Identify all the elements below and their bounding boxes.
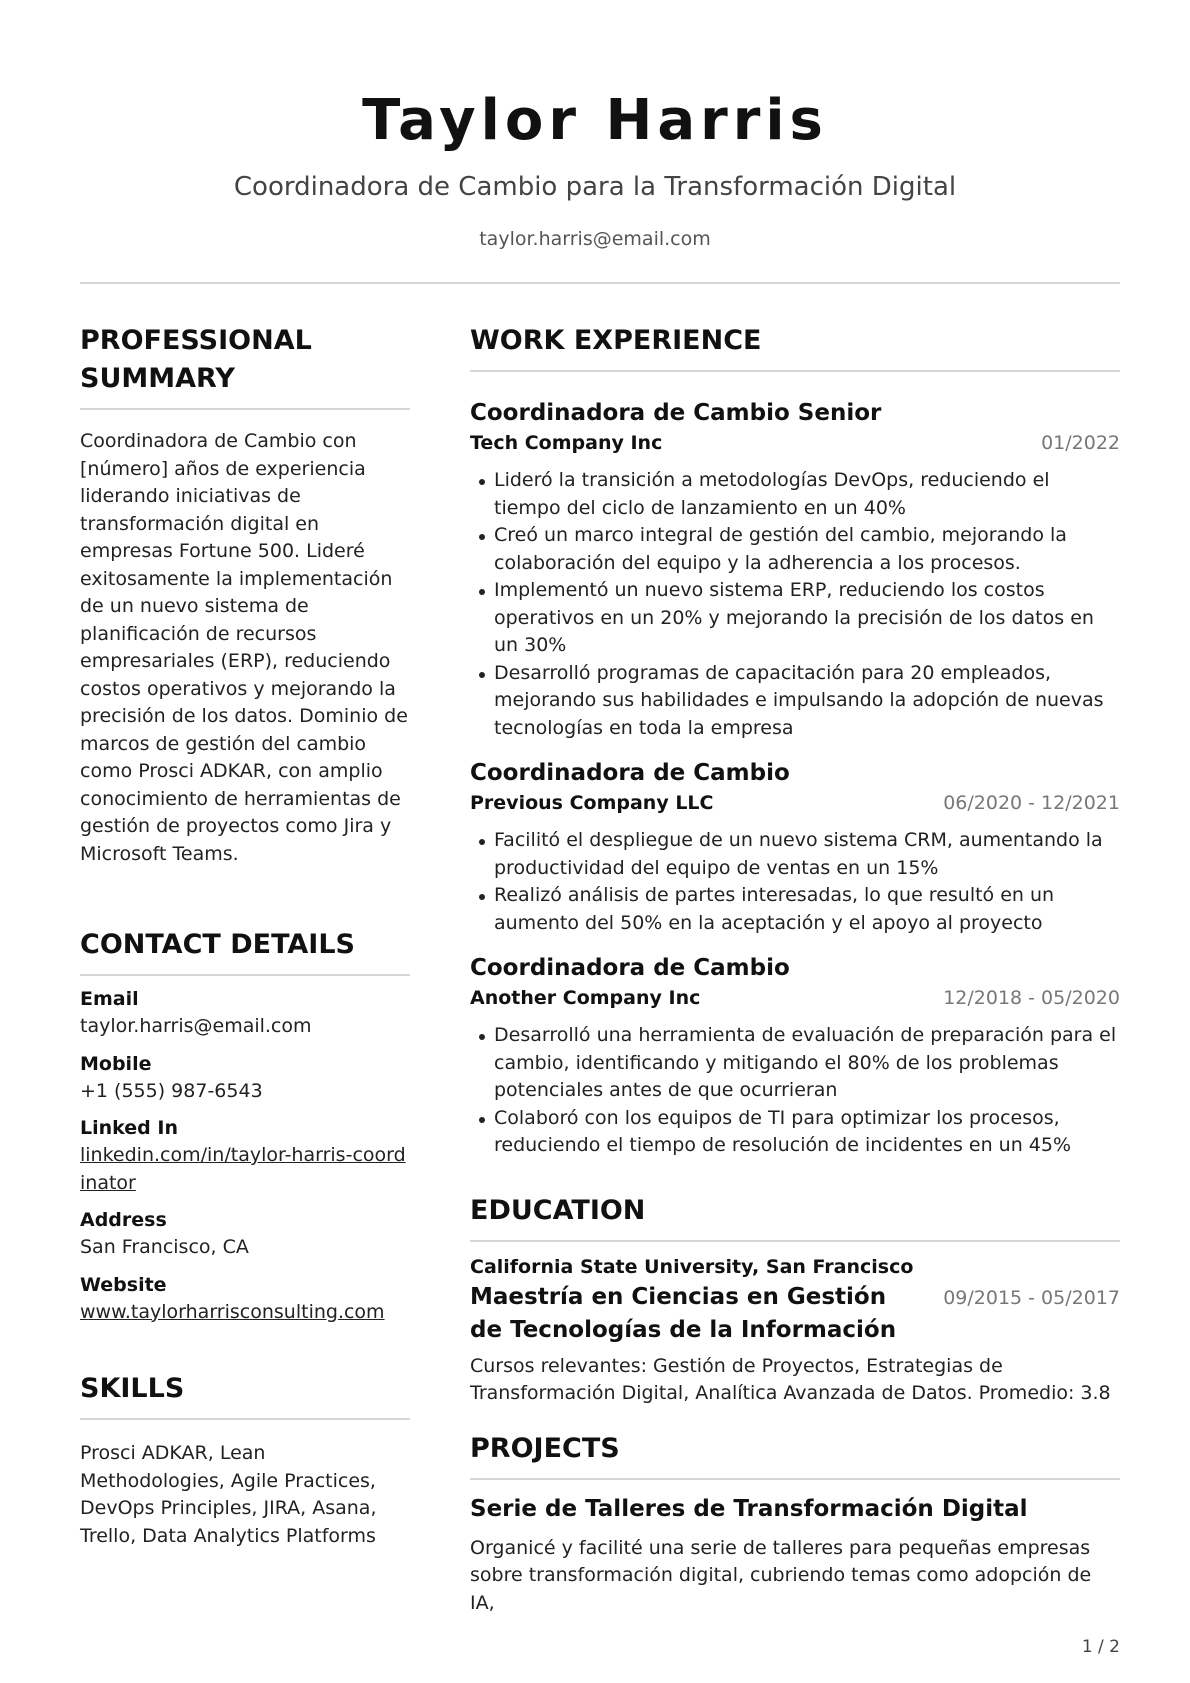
- education-dates: 09/2015 - 05/2017: [943, 1286, 1120, 1309]
- section-heading: PROFESSIONAL SUMMARY: [80, 325, 312, 394]
- section-heading: CONTACT DETAILS: [80, 929, 355, 960]
- candidate-name: Taylor Harris: [362, 88, 828, 153]
- job-bullets: [470, 467, 1120, 742]
- bullet-item: Facilitó el despliegue de un nuevo sistema CRM, aumentando la productividad del equipo de ventas en un 15%: [470, 827, 1120, 882]
- job-bullets: [470, 1022, 1120, 1160]
- website-link[interactable]: www.taylorharrisconsulting.com: [80, 1300, 385, 1323]
- section-divider: [470, 1478, 1120, 1480]
- header-divider: [80, 282, 1120, 284]
- section-heading: SKILLS: [80, 1373, 185, 1404]
- bullet-item: Desarrolló programas de capacitación para 20 empleados, mejorando sus habilidades e impulsando la adopción de nuevas tecnologías en toda la empresa: [470, 660, 1120, 743]
- job-dates: 12/2018 - 05/2020: [943, 987, 1120, 1009]
- degree-name: Maestría en Ciencias en Gestión de Tecnologías de la Información: [470, 1283, 897, 1343]
- contact-item-mobile: [80, 1051, 410, 1106]
- contact-details-section: [80, 926, 410, 1326]
- bullet-item: Lideró la transición a metodologías DevOps, reduciendo el tiempo del ciclo de lanzamiento en un 40%: [470, 467, 1120, 522]
- job-meta: [470, 985, 1120, 1012]
- contact-label: Mobile: [80, 1052, 152, 1075]
- contact-address-value: San Francisco, CA: [80, 1236, 249, 1258]
- job-meta: [470, 430, 1120, 457]
- company-name: Another Company Inc: [470, 987, 701, 1009]
- right-column: [470, 322, 1120, 1617]
- section-divider: [470, 1240, 1120, 1242]
- bullet-item: Implementó un nuevo sistema ERP, reduciendo los costos operativos en un 20% y mejorando la precisión de los datos en un 30%: [470, 577, 1120, 660]
- work-experience-section: [470, 322, 1120, 1160]
- professional-summary-section: [80, 322, 410, 868]
- job-dates: 01/2022: [1041, 432, 1120, 454]
- contact-item-email: [80, 986, 410, 1041]
- bullet-item: Realizó análisis de partes interesadas, lo que resultó en un aumento del 50% en la aceptación y el apoyo al proyecto: [470, 882, 1120, 937]
- contact-list: [80, 986, 410, 1326]
- contact-email-value[interactable]: taylor.harris@email.com: [80, 1015, 312, 1037]
- school-name: California State University, San Francisco: [470, 1255, 914, 1278]
- section-divider: [80, 408, 410, 410]
- contact-label: Address: [80, 1209, 167, 1231]
- project-title: Serie de Talleres de Transformación Digital: [470, 1495, 1028, 1522]
- job-entry: [470, 398, 1120, 742]
- job-dates: 06/2020 - 12/2021: [943, 792, 1120, 814]
- section-heading: EDUCATION: [470, 1194, 646, 1226]
- job-title: Coordinadora de Cambio: [470, 760, 790, 786]
- bullet-item: Colaboró con los equipos de TI para optimizar los procesos, reduciendo el tiempo de resolución de incidentes en un 45%: [470, 1105, 1120, 1160]
- contact-item-address: [80, 1207, 410, 1262]
- contact-mobile-value: +1 (555) 987-6543: [80, 1079, 263, 1102]
- summary-text: Coordinadora de Cambio con [número] años de experiencia liderando iniciativas de transformación digital en empresas Fortune 500. Lideré exitosamente la implementación de un nuevo sistema de planificación de recursos empresariales (ERP), reduciendo costos operativos y mejorando la precisión de los datos. Dominio de marcos de gestión del cambio como Prosci ADKAR, con amplio conocimiento de herramientas de gestión de proyectos como Jira y Microsoft Teams.: [80, 430, 408, 865]
- contact-item-linkedin: [80, 1115, 410, 1197]
- left-column: [80, 322, 410, 1550]
- linkedin-link[interactable]: linkedin.com/in/taylor-harris-coordinator: [80, 1144, 406, 1194]
- education-details: Cursos relevantes: Gestión de Proyectos, Estrategias de Transformación Digital, Analítica Avanzada de Datos. Promedio: 3.8: [470, 1354, 1111, 1404]
- company-name: Previous Company LLC: [470, 792, 714, 814]
- job-meta: [470, 790, 1120, 817]
- contact-item-website: [80, 1272, 410, 1327]
- project-description: Organicé y facilité una serie de talleres para pequeñas empresas sobre transformación digital, cubriendo temas como adopción de IA,: [470, 1536, 1092, 1614]
- candidate-title: Coordinadora de Cambio para la Transformación Digital: [233, 172, 957, 202]
- education-meta: [470, 1281, 1120, 1347]
- education-section: [470, 1192, 1120, 1408]
- skills-section: [80, 1370, 410, 1550]
- job-title: Coordinadora de Cambio Senior: [470, 400, 882, 426]
- header-email: taylor.harris@email.com: [479, 228, 711, 250]
- section-divider: [80, 974, 410, 976]
- section-divider: [470, 370, 1120, 372]
- company-name: Tech Company Inc: [470, 432, 663, 454]
- job-entry: [470, 953, 1120, 1160]
- job-bullets: [470, 827, 1120, 937]
- job-entry: [470, 758, 1120, 937]
- bullet-item: Creó un marco integral de gestión del cambio, mejorando la colaboración del equipo y la adherencia a los procesos.: [470, 522, 1120, 577]
- contact-label: Website: [80, 1273, 167, 1296]
- projects-section: [470, 1430, 1120, 1618]
- section-divider: [80, 1418, 410, 1420]
- bullet-item: Desarrolló una herramienta de evaluación de preparación para el cambio, identificando y mitigando el 80% de los problemas potenciales antes de que ocurrieran: [470, 1022, 1120, 1105]
- section-heading: PROJECTS: [470, 1432, 620, 1464]
- section-heading: WORK EXPERIENCE: [470, 325, 762, 356]
- skills-text: Prosci ADKAR, Lean Methodologies, Agile Practices, DevOps Principles, JIRA, Asana, Trello, Data Analytics Platforms: [80, 1442, 377, 1547]
- job-title: Coordinadora de Cambio: [470, 955, 790, 981]
- contact-label: Email: [80, 988, 139, 1010]
- contact-label: Linked In: [80, 1117, 178, 1139]
- page-number: 1 / 2: [1081, 1637, 1120, 1657]
